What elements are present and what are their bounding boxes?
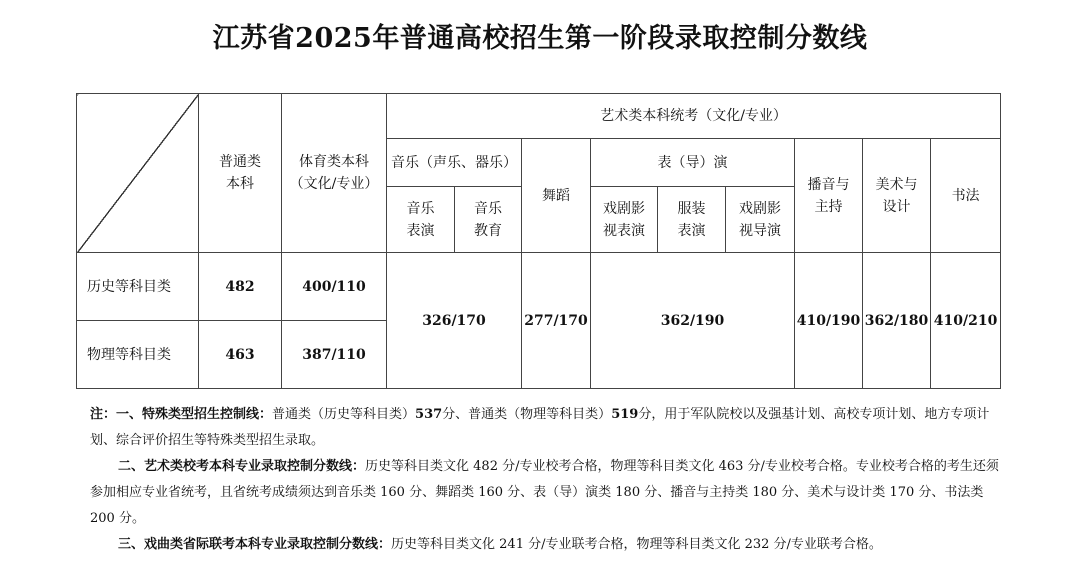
calligraphy-score: 410/210 (931, 253, 1001, 389)
row-physics-label: 物理等科目类 (77, 321, 199, 389)
header-dance: 舞蹈 (522, 139, 591, 253)
notes-section (90, 402, 1000, 558)
diagonal-header-cell (77, 94, 199, 253)
note-2-prefix: 二、艺术类校考本科专业录取控制分数线： (118, 459, 366, 474)
header-music-perf: 音乐 表演 (387, 187, 455, 253)
header-broadcast: 播音与 主持 (795, 139, 863, 253)
header-calligraphy: 书法 (931, 139, 1001, 253)
header-drama-perf: 戏剧影 视表演 (591, 187, 658, 253)
broadcast-score: 410/190 (795, 253, 863, 389)
note-3: 三、戏曲类省际联考本科专业录取控制分数线：历史等科目类文化 241 分/专业联考合格，物理等科目类文化 232 分/专业联考合格。 (118, 537, 882, 552)
note-1: 注：一、特殊类型招生控制线：普通类（历史等科目类）537分、普通类（物理等科目类）519分，用于军队院校以及强基计划、高校专项计划、地方专项计划、综合评价招生等特殊类型招生录取。 (90, 407, 990, 448)
note-1-prefix: 注：一、特殊类型招生控制线： (90, 407, 273, 422)
note-2: 二、艺术类校考本科专业录取控制分数线：历史等科目类文化 482 分/专业校考合格，物理等科目类文化 463 分/专业校考合格。专业校考合格的考生还须参加相应专业省统考，且省统考成绩须达到音乐类 160 分、舞蹈类 160 分、表（导）演类 180 分、播音与主持类 180 分、美术与设计类 170 分、书法类 200 分。 (90, 459, 999, 526)
row-history-label: 历史等科目类 (77, 253, 199, 321)
header-music-edu: 音乐 教育 (455, 187, 522, 253)
music-score: 326/170 (387, 253, 522, 389)
header-music: 音乐（声乐、器乐） (387, 139, 522, 187)
dance-score: 277/170 (522, 253, 591, 389)
header-drama-dir: 戏剧影 视导演 (726, 187, 795, 253)
note-3-prefix: 三、戏曲类省际联考本科专业录取控制分数线： (118, 537, 392, 552)
fineart-score: 362/180 (863, 253, 931, 389)
header-general: 普通类 本科 (199, 94, 282, 253)
physics-general-score: 463 (199, 321, 282, 389)
perform-score: 362/190 (591, 253, 795, 389)
header-art: 艺术类本科统考（文化/专业） (387, 94, 1001, 139)
physics-sports-score: 387/110 (282, 321, 387, 389)
header-costume: 服装 表演 (658, 187, 726, 253)
header-sports: 体育类本科 （文化/专业） (282, 94, 387, 253)
header-perform: 表（导）演 (591, 139, 795, 187)
page-title: 江苏省2025年普通高校招生第一阶段录取控制分数线 (212, 23, 868, 54)
score-table (76, 93, 1001, 389)
header-fineart: 美术与 设计 (863, 139, 931, 253)
history-general-score: 482 (199, 253, 282, 321)
history-sports-score: 400/110 (282, 253, 387, 321)
